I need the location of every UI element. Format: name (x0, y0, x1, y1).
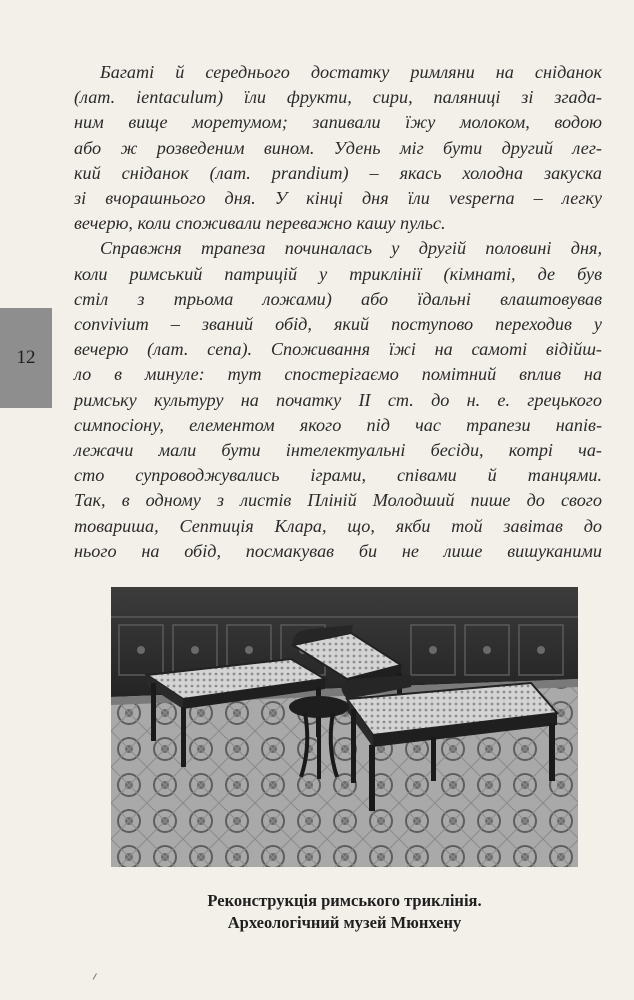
text-line: кий сніданок (лат. prandium) – якась холодна закуска (74, 162, 602, 183)
text-line: вечерю, коли споживали переважно кашу пульс. (74, 213, 446, 234)
text-line: Справжня трапеза починалась у другій половині дня, (100, 238, 602, 259)
text-line: симпосіону, елементом якого під час трапези напів- (74, 414, 602, 435)
text-line: Так, в одному з листів Пліній Молодший пише до свого (74, 490, 602, 511)
print-mark (93, 973, 101, 982)
caption-title: Реконструкція римського триклінія. (207, 891, 482, 910)
text-line: стіл з трьома ложами) або їдальні влаштовував (74, 288, 602, 309)
article-body (74, 60, 602, 564)
text-line: товариша, Септиція Клара, що, якби той завітав до (74, 515, 602, 536)
text-line: сто супроводжувались іграми, співами й танцями. (74, 465, 602, 486)
text-line: Багаті й середнього достатку римляни на сніданок (100, 62, 602, 82)
text-line: нього на обід, посмакував би не лише вишуканими (74, 540, 602, 561)
text-line: convivium – званий обід, який поступово переходив у (74, 314, 602, 335)
text-line: вечерю (лат. cena). Споживання їжі на самоті відійш- (74, 339, 602, 360)
text-line: лежачи мали бути інтелектуальні бесіди, котрі ча- (74, 440, 602, 461)
text-line: ним вище моретумом; запивали їжу молоком, водою (74, 112, 602, 133)
text-line: або ж розведеним вином. Удень міг бути другий лег- (74, 137, 602, 158)
page-number: 12 (16, 347, 36, 368)
figure-caption (111, 890, 578, 934)
text-line: ло в минуле: тут спостерігаємо помітний вплив на (74, 364, 602, 385)
text-line: зі вчорашнього дня. У кінці дня їли vesperna – легку (74, 188, 602, 209)
caption-source: Археологічний музей Мюнхену (227, 913, 462, 932)
page-number-tab (0, 308, 52, 408)
text-line: римську культуру на початку II ст. до н. е. грецького (74, 389, 602, 410)
text-line: коли римський патрицій у триклінії (кімнаті, де був (74, 263, 602, 284)
triclinium-photo (111, 587, 578, 867)
text-line: (лат. ientaculum) їли фрукти, сири, паляниці зі згада- (74, 87, 602, 108)
